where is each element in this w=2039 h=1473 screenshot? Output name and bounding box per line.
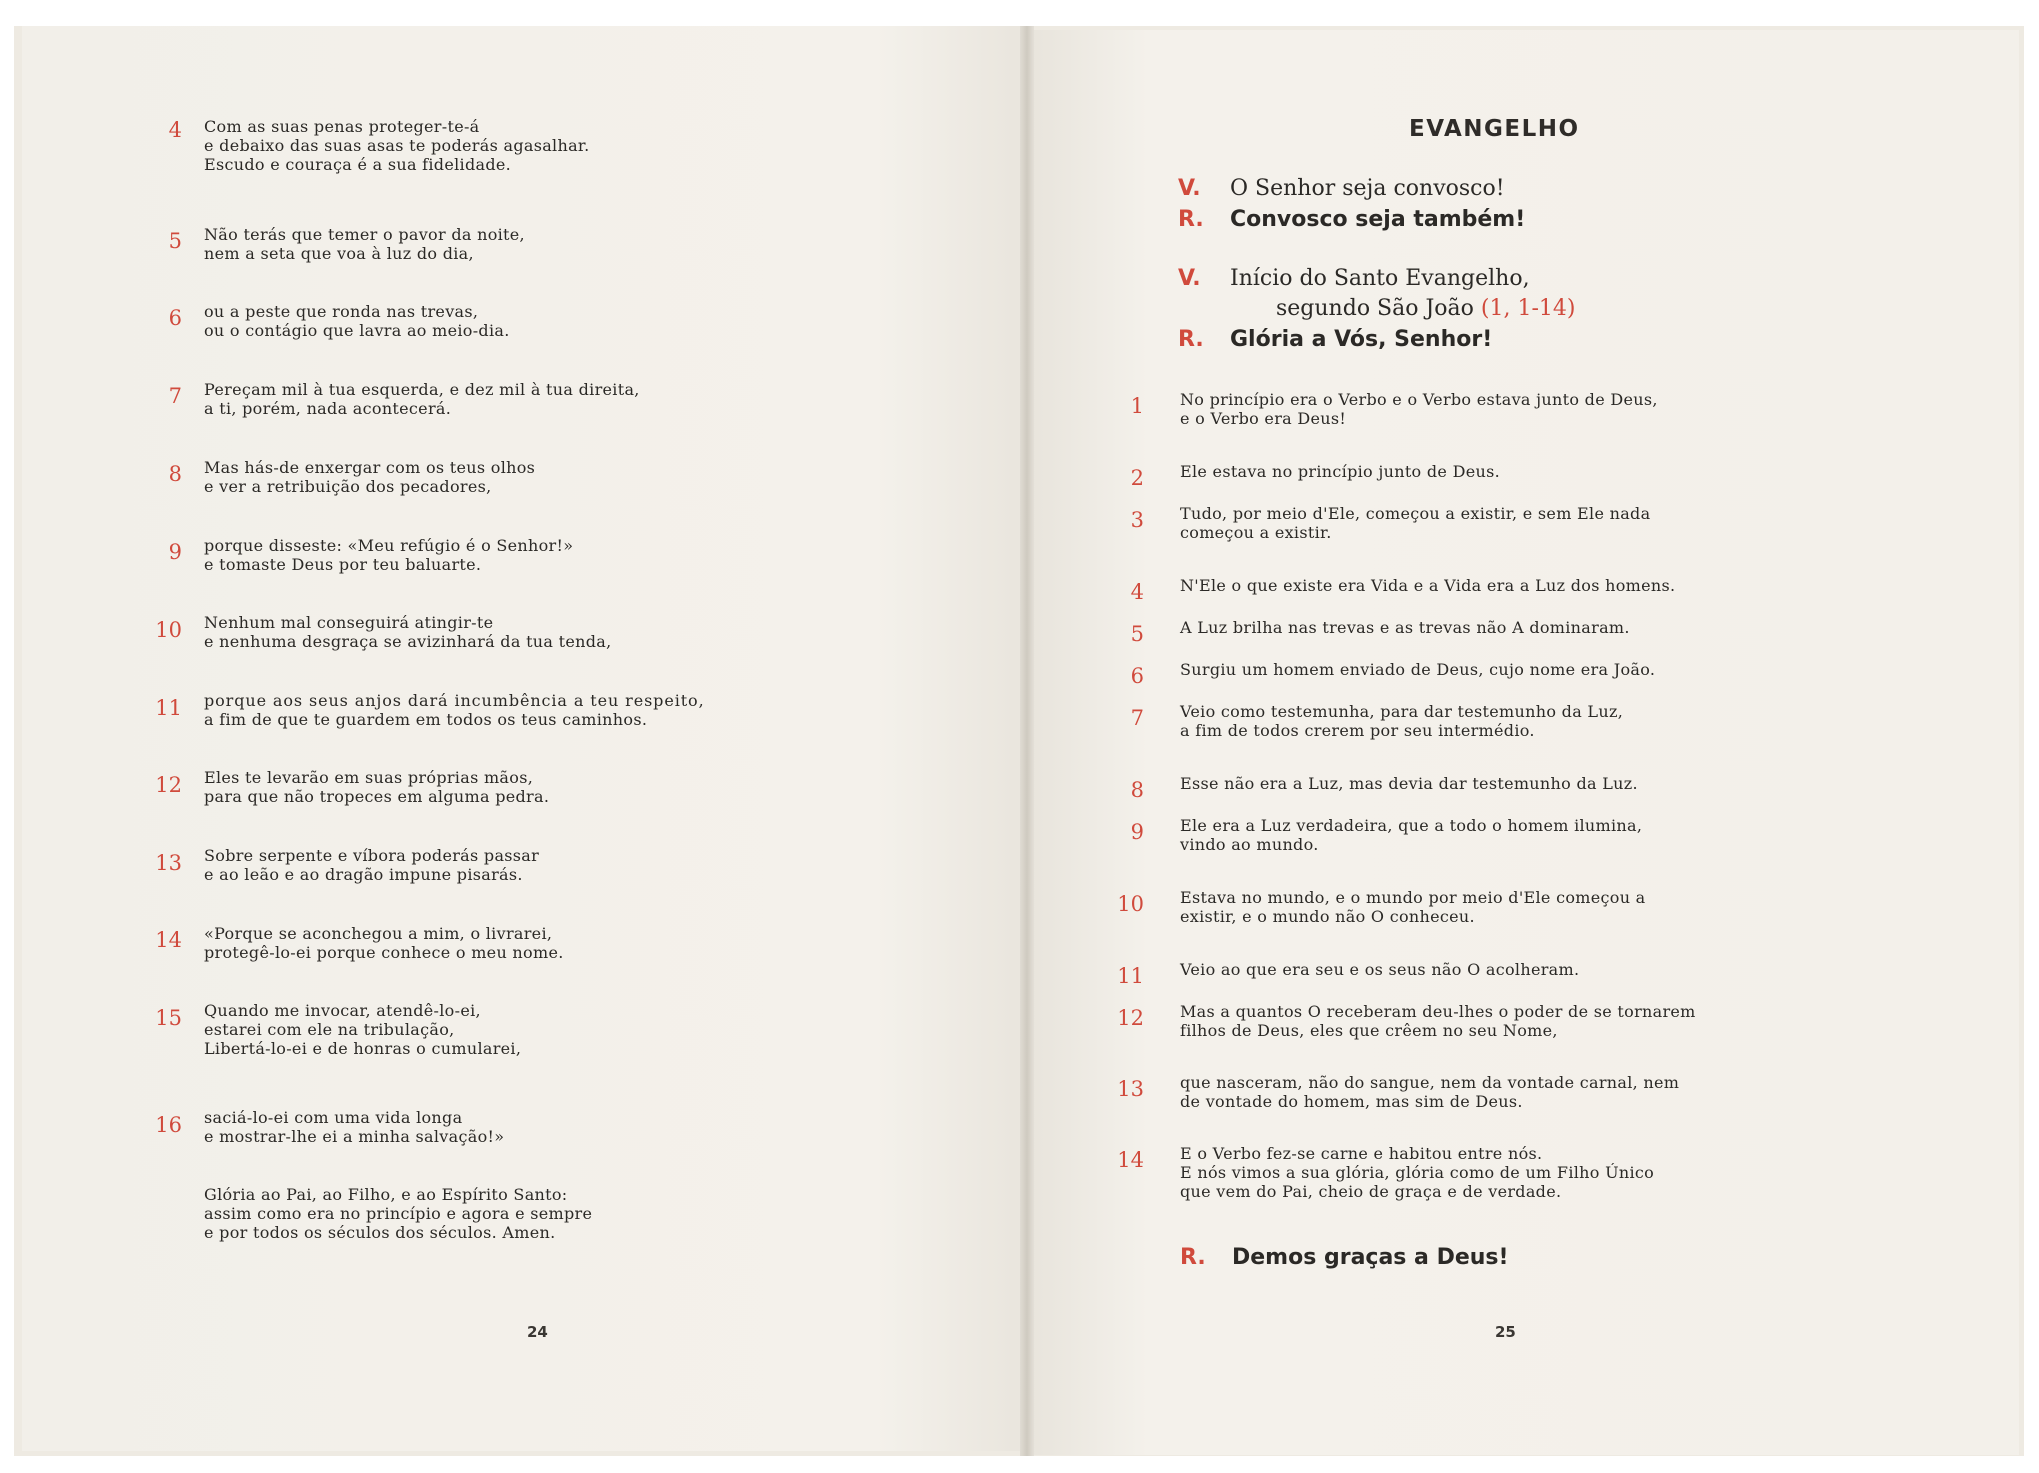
- response-text: Glória a Vós, Senhor!: [1230, 327, 1493, 352]
- verse-line: ou a peste que ronda nas trevas,: [204, 302, 479, 321]
- verse-line: existir, e o mundo não O conheceu.: [1180, 907, 1475, 926]
- verse-line: Ele estava no princípio junto de Deus.: [1180, 462, 1500, 481]
- versicle-mark: V.: [1178, 266, 1201, 291]
- psalm-verse: [204, 536, 573, 574]
- psalm-verse: [204, 1001, 521, 1058]
- gospel-verse: [1180, 390, 1658, 428]
- verse-line: a ti, porém, nada acontecerá.: [204, 399, 452, 418]
- verse-line: assim como era no princípio e agora e sempre: [204, 1204, 593, 1223]
- verse-line: porque disseste: «Meu refúgio é o Senhor!»: [204, 536, 574, 555]
- verse-line: porque aos seus anjos dará incumbência a teu respeito,: [204, 691, 705, 710]
- right-page: [1029, 30, 2019, 1455]
- verse-number: 9: [1130, 820, 1144, 844]
- gospel-verse: [1180, 618, 1630, 637]
- verse-line: a fim de que te guardem em todos os teus caminhos.: [204, 710, 648, 729]
- gospel-verse: [1180, 504, 1650, 542]
- verse-line: E o Verbo fez-se carne e habitou entre nós.: [1180, 1144, 1543, 1163]
- verse-line: que vem do Pai, cheio de graça e de verdade.: [1180, 1182, 1562, 1201]
- verse-line: para que não tropeces em alguma pedra.: [204, 787, 550, 806]
- verse-line: protegê-lo-ei porque conhece o meu nome.: [204, 943, 564, 962]
- verse-line: Com as suas penas proteger-te-á: [204, 117, 480, 136]
- gospel-verse: [1180, 1073, 1679, 1111]
- verse-line: e tomaste Deus por teu baluarte.: [204, 555, 482, 574]
- verse-number: 8: [1130, 778, 1144, 802]
- gospel-verse: [1180, 576, 1675, 595]
- gospel-verse: [1180, 1144, 1654, 1201]
- verse-line: e debaixo das suas asas te poderás agasalhar.: [204, 136, 590, 155]
- verse-number: 4: [1130, 580, 1144, 604]
- verse-line: A Luz brilha nas trevas e as trevas não A dominaram.: [1180, 618, 1630, 637]
- verse-line: Tudo, por meio d'Ele, começou a existir, e sem Ele nada: [1180, 504, 1651, 523]
- response-text: Convosco seja também!: [1230, 207, 1526, 232]
- verse-line: de vontade do homem, mas sim de Deus.: [1180, 1092, 1523, 1111]
- verse-line: e por todos os séculos dos séculos. Amen.: [204, 1223, 556, 1242]
- versicle: [1178, 176, 1505, 201]
- verse-line: N'Ele o que existe era Vida e a Vida era a Luz dos homens.: [1180, 576, 1676, 595]
- response-mark: R.: [1178, 327, 1204, 352]
- verse-number: 13: [1117, 1077, 1144, 1101]
- page-number: 24: [527, 1323, 548, 1341]
- gospel-source: [1276, 296, 1575, 321]
- gospel-verse: [1180, 1002, 1696, 1040]
- book-gutter: [1020, 26, 1034, 1456]
- verse-line: Veio como testemunha, para dar testemunho da Luz,: [1180, 702, 1624, 721]
- psalm-verse: [204, 1108, 504, 1146]
- psalm-verse: [204, 924, 564, 962]
- gospel-verse: [1180, 660, 1655, 679]
- verse-line: Pereçam mil à tua esquerda, e dez mil à tua direita,: [204, 380, 640, 399]
- verse-line: E nós vimos a sua glória, glória como de um Filho Único: [1180, 1163, 1655, 1182]
- psalm-verse: [204, 613, 612, 651]
- verse-line: e nenhuma desgraça se avizinhará da tua tenda,: [204, 632, 612, 651]
- verse-line: saciá-lo-ei com uma vida longa: [204, 1108, 463, 1127]
- page-number: 25: [1495, 1323, 1516, 1341]
- gospel-source-text: segundo São João: [1276, 296, 1474, 321]
- verse-line: filhos de Deus, eles que crêem no seu Nome,: [1180, 1021, 1558, 1040]
- verse-number: 5: [1130, 622, 1144, 646]
- verse-number: 2: [1130, 466, 1144, 490]
- verse-number: 3: [1130, 508, 1144, 532]
- psalm-verse: [204, 846, 539, 884]
- verse-line: Surgiu um homem enviado de Deus, cujo nome era João.: [1180, 660, 1656, 679]
- psalm-verse: [204, 691, 705, 729]
- verse-line: nem a seta que voa à luz do dia,: [204, 244, 474, 263]
- psalm-verse: [204, 117, 589, 174]
- verse-number: 14: [1117, 1148, 1144, 1172]
- versicle: [1178, 266, 1530, 291]
- response-text: Demos graças a Deus!: [1232, 1245, 1509, 1270]
- response: [1178, 207, 1525, 232]
- verse-line: Quando me invocar, atendê-lo-ei,: [204, 1001, 481, 1020]
- gospel-verse: [1180, 702, 1623, 740]
- gospel-verse: [1180, 816, 1642, 854]
- gospel-reference: (1, 1-14): [1480, 296, 1576, 321]
- response-mark: R.: [1178, 207, 1204, 232]
- versicle-text: Início do Santo Evangelho,: [1230, 266, 1530, 291]
- verse-line: Ele era a Luz verdadeira, que a todo o homem ilumina,: [1180, 816, 1643, 835]
- verse-line: que nasceram, não do sangue, nem da vontade carnal, nem: [1180, 1073, 1680, 1092]
- verse-number: 1: [1130, 394, 1144, 418]
- verse-number: 12: [1117, 1006, 1144, 1030]
- psalm-verse: [204, 458, 535, 496]
- verse-number: 6: [1130, 664, 1144, 688]
- gospel-verse: [1180, 462, 1500, 481]
- verse-line: Eles te levarão em suas próprias mãos,: [204, 768, 534, 787]
- verse-line: ou o contágio que lavra ao meio-dia.: [204, 321, 510, 340]
- verse-line: Veio ao que era seu e os seus não O acolheram.: [1180, 960, 1580, 979]
- verse-line: Esse não era a Luz, mas devia dar testemunho da Luz.: [1180, 774, 1638, 793]
- verse-line: Não terás que temer o pavor da noite,: [204, 225, 525, 244]
- psalm-verse: [204, 380, 640, 418]
- response: [1178, 327, 1492, 352]
- section-title: EVANGELHO: [1409, 116, 1580, 142]
- verse-number: 7: [1130, 706, 1144, 730]
- verse-line: e ver a retribuição dos pecadores,: [204, 477, 492, 496]
- versicle-mark: V.: [1178, 176, 1201, 201]
- verse-line: e o Verbo era Deus!: [1180, 409, 1347, 428]
- gospel-verse: [1180, 774, 1638, 793]
- verse-line: estarei com ele na tribulação,: [204, 1020, 455, 1039]
- verse-number: 11: [1117, 964, 1144, 988]
- verse-line: Libertá-lo-ei e de honras o cumularei,: [204, 1039, 522, 1058]
- verse-number: 10: [1117, 892, 1144, 916]
- verse-line: Sobre serpente e víbora poderás passar: [204, 846, 540, 865]
- response-mark: R.: [1180, 1245, 1206, 1270]
- closing-response: [1180, 1245, 1509, 1270]
- verse-line: Mas a quantos O receberam deu-lhes o poder de se tornarem: [1180, 1002, 1696, 1021]
- psalm-verse: [204, 225, 525, 263]
- psalm-verse: [204, 768, 549, 806]
- versicle-text: O Senhor seja convosco!: [1230, 176, 1505, 201]
- doxology: [204, 1185, 592, 1242]
- gospel-verse: [1180, 888, 1646, 926]
- verse-line: a fim de todos crerem por seu intermédio.: [1180, 721, 1535, 740]
- verse-line: Escudo e couraça é a sua fidelidade.: [204, 155, 512, 174]
- verse-line: vindo ao mundo.: [1180, 835, 1319, 854]
- verse-line: Estava no mundo, e o mundo por meio d'Ele começou a: [1180, 888, 1646, 907]
- verse-line: começou a existir.: [1180, 523, 1332, 542]
- verse-line: e mostrar-lhe ei a minha salvação!»: [204, 1127, 505, 1146]
- verse-line: «Porque se aconchegou a mim, o livrarei,: [204, 924, 553, 943]
- verse-line: Glória ao Pai, ao Filho, e ao Espírito Santo:: [204, 1185, 568, 1204]
- verse-line: No princípio era o Verbo e o Verbo estava junto de Deus,: [1180, 390, 1658, 409]
- verse-line: Mas hás-de enxergar com os teus olhos: [204, 458, 536, 477]
- gospel-verse: [1180, 960, 1579, 979]
- psalm-verse: [204, 302, 510, 340]
- verse-line: Nenhum mal conseguirá atingir-te: [204, 613, 494, 632]
- verse-line: e ao leão e ao dragão impune pisarás.: [204, 865, 523, 884]
